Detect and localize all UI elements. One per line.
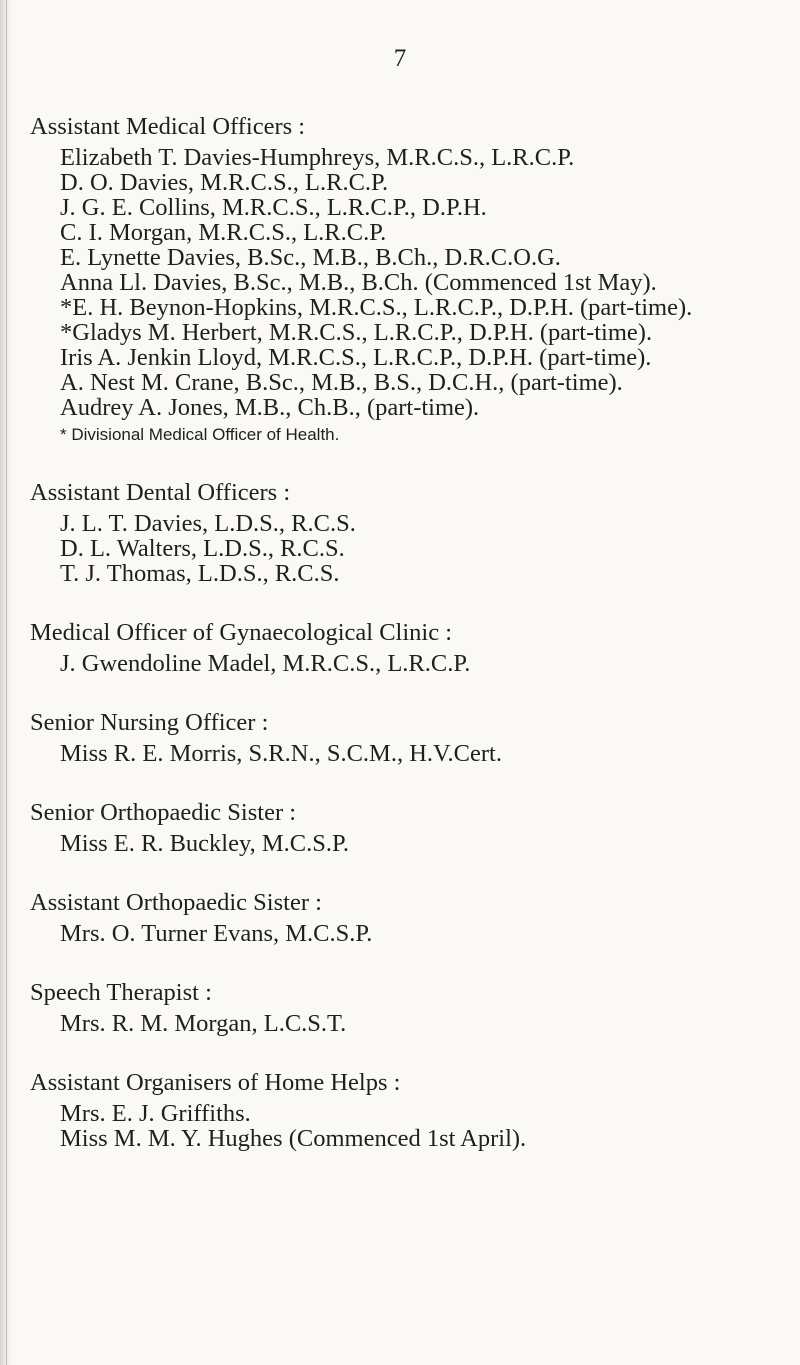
staff-entry: J. Gwendoline Madel, M.R.C.S., L.R.C.P. [60,650,471,677]
section-heading: Senior Orthopaedic Sister : [30,799,297,826]
section-assistant-dental-officers [30,478,790,586]
entry-list [30,831,790,856]
entry-list [30,145,790,420]
staff-entry: Mrs. E. J. Griffiths. [60,1100,251,1127]
section-senior-orthopaedic-sister [30,798,790,856]
staff-entry: J. G. E. Collins, M.R.C.S., L.R.C.P., D.P.H. [60,194,487,221]
entry-list [30,651,790,676]
section-gynaecological-clinic [30,618,790,676]
entry-list [30,1101,790,1151]
staff-entry: Anna Ll. Davies, B.Sc., M.B., B.Ch. (Commenced 1st May). [60,269,657,296]
staff-entry: Mrs. R. M. Morgan, L.C.S.T. [60,1010,347,1037]
section-home-helps-organisers [30,1068,790,1151]
staff-entry: Miss R. E. Morris, S.R.N., S.C.M., H.V.Cert. [60,740,502,767]
binding-line [6,0,7,1365]
section-speech-therapist [30,978,790,1036]
staff-entry: Miss E. R. Buckley, M.C.S.P. [60,830,350,857]
staff-entry: A. Nest M. Crane, B.Sc., M.B., B.S., D.C.H., (part-time). [60,369,623,396]
footnote: * Divisional Medical Officer of Health. [60,425,340,444]
section-heading: Speech Therapist : [30,979,212,1006]
staff-entry: C. I. Morgan, M.R.C.S., L.R.C.P. [60,219,387,246]
staff-entry: Elizabeth T. Davies-Humphreys, M.R.C.S., L.R.C.P. [60,144,575,171]
staff-entry: D. O. Davies, M.R.C.S., L.R.C.P. [60,169,389,196]
section-assistant-orthopaedic-sister [30,888,790,946]
section-heading: Assistant Organisers of Home Helps : [30,1069,401,1096]
entry-list [30,741,790,766]
entry-list [30,1011,790,1036]
section-heading: Assistant Orthopaedic Sister : [30,889,322,916]
staff-entry: J. L. T. Davies, L.D.S., R.C.S. [60,510,356,537]
staff-entry: *Gladys M. Herbert, M.R.C.S., L.R.C.P., D.P.H. (part-time). [60,319,653,346]
section-heading: Medical Officer of Gynaecological Clinic : [30,619,453,646]
section-heading: Assistant Medical Officers : [30,113,306,140]
page-number: 7 [393,45,407,72]
section-assistant-medical-officers [30,112,790,446]
staff-entry: E. Lynette Davies, B.Sc., M.B., B.Ch., D.R.C.O.G. [60,244,561,271]
section-heading: Senior Nursing Officer : [30,709,269,736]
staff-entry: Mrs. O. Turner Evans, M.C.S.P. [60,920,373,947]
staff-entry: Audrey A. Jones, M.B., Ch.B., (part-time). [60,394,480,421]
entry-list [30,921,790,946]
section-heading: Assistant Dental Officers : [30,479,291,506]
staff-entry: T. J. Thomas, L.D.S., R.C.S. [60,560,340,587]
section-senior-nursing-officer [30,708,790,766]
entry-list [30,511,790,586]
staff-entry: Iris A. Jenkin Lloyd, M.R.C.S., L.R.C.P., D.P.H. (part-time). [60,344,652,371]
staff-entry: Miss M. M. Y. Hughes (Commenced 1st April). [60,1125,527,1152]
staff-entry: *E. H. Beynon-Hopkins, M.R.C.S., L.R.C.P., D.P.H. (part-time). [60,294,693,321]
staff-list [30,112,790,1183]
staff-entry: D. L. Walters, L.D.S., R.C.S. [60,535,345,562]
